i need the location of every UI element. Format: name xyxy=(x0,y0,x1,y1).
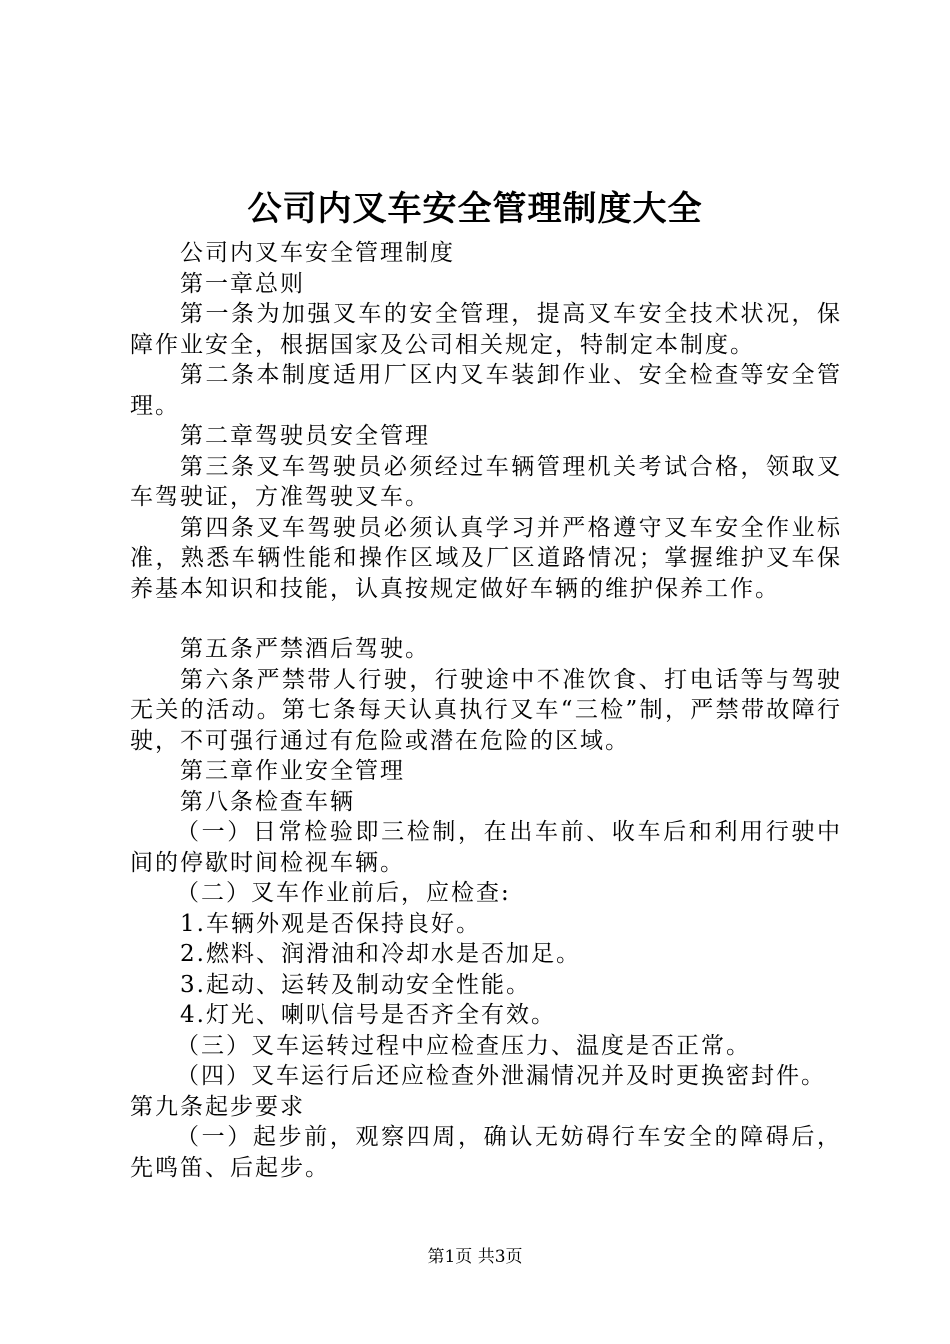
list-item: （二）叉车作业前后，应检查: xyxy=(176,880,511,906)
page-footer: 第1页 共3页 xyxy=(427,1247,523,1267)
article-paragraph: 第六条严禁带人行驶，行驶途中不准饮食、打电话等与驾驶无关的活动。第七条每天认真执行叉车“三检”制，严禁带故障行驶，不可强行通过有危险或潜在危险的区域。 xyxy=(130,666,842,754)
article-paragraph: 第五条严禁酒后驾驶。 xyxy=(180,636,430,662)
list-item: 1.车辆外观是否保持良好。 xyxy=(180,910,481,937)
document-title: 公司内叉车安全管理制度大全 xyxy=(247,189,703,229)
article-paragraph: 第八条检查车辆 xyxy=(180,788,355,815)
article-paragraph: 第三条叉车驾驶员必须经过车辆管理机关考试合格，领取叉车驾驶证，方准驾驶叉车。 xyxy=(130,453,842,510)
chapter-heading: 第三章作业安全管理 xyxy=(180,758,405,784)
list-item: （四）叉车运行后还应检查外泄漏情况并及时更换密封件。 xyxy=(176,1063,826,1089)
list-item: （一）日常检验即三检制，在出车前、收车后和利用行驶中间的停歇时间检视车辆。 xyxy=(130,819,842,876)
article-paragraph: 第四条叉车驾驶员必须认真学习并严格遵守叉车安全作业标准，熟悉车辆性能和操作区域及厂区道路情况；掌握维护叉车保养基本知识和技能，认真按规定做好车辆的维护保养工作。 xyxy=(130,514,842,602)
chapter-heading: 第二章驾驶员安全管理 xyxy=(180,423,430,449)
chapter-heading: 第一章总则 xyxy=(180,270,305,297)
article-paragraph: 第二条本制度适用厂区内叉车装卸作业、安全检查等安全管理。 xyxy=(130,362,842,419)
list-item: 4.灯光、喇叭信号是否齐全有效。 xyxy=(180,1002,556,1028)
paragraph-spacer xyxy=(130,604,842,634)
list-item: （一）起步前，观察四周，确认无妨碍行车安全的障碍后，先鸣笛、后起步。 xyxy=(130,1124,842,1181)
list-item: （三）叉车运转过程中应检查压力、温度是否正常。 xyxy=(176,1032,751,1059)
list-item: 3.起动、运转及制动安全性能。 xyxy=(180,971,531,998)
list-item: 2.燃料、润滑油和冷却水是否加足。 xyxy=(180,941,581,967)
document-body xyxy=(130,238,842,1183)
subtitle: 公司内叉车安全管理制度 xyxy=(180,240,455,266)
article-paragraph: 第一条为加强叉车的安全管理，提高叉车安全技术状况，保障作业安全，根据国家及公司相关规定，特制定本制度。 xyxy=(130,301,842,358)
article-paragraph: 第九条起步要求 xyxy=(130,1093,305,1120)
